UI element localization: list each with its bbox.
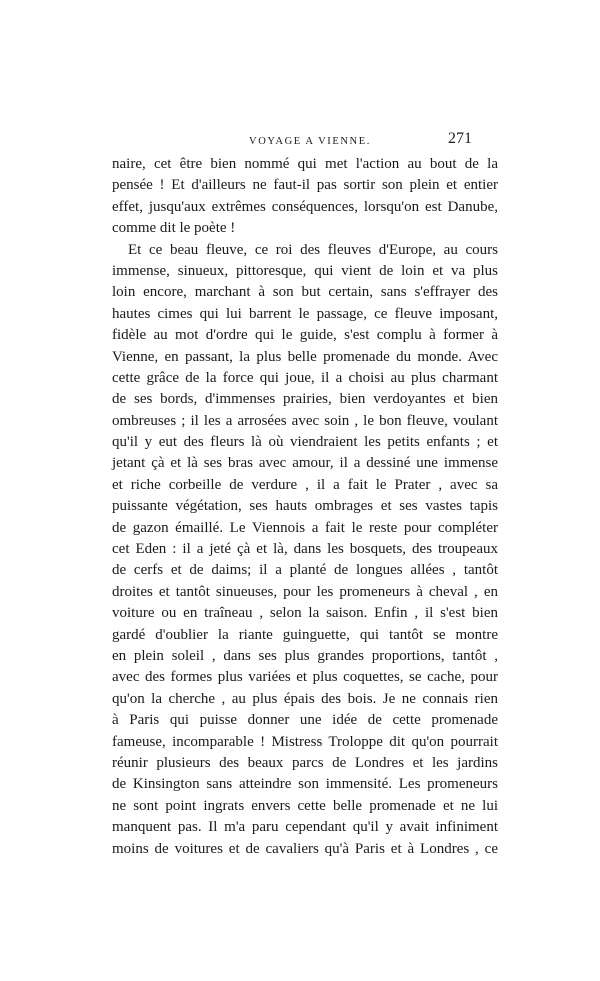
text-line: moins de voitures et de cavaliers qu'à Paris et à Londres , ce [112,840,498,857]
text-line: fameuse, incomparable ! Mistress Troloppe dit qu'on pourrait [112,733,498,750]
text-line: manquent pas. Il m'a paru cependant qu'il y avait infiniment [112,819,498,836]
text-line: cet Eden : il a jeté çà et là, dans les bosquets, des troupeaux [112,541,498,558]
text-line: ne sont point ingrats envers cette belle promenade et ne lui [112,797,498,814]
text-line: Vienne, en passant, la plus belle promenade du monde. Avec [112,348,498,365]
text-line: de Kinsington sans atteindre son immensité. Les promeneurs [112,776,498,793]
body-text [112,154,498,860]
text-line: effet, jusqu'aux extrêmes conséquences, lorsqu'on est Danube, [112,198,498,215]
text-line: droites et tantôt sinueuses, pour les promeneurs à cheval , en [112,583,498,600]
text-line: de gazon émaillé. Le Viennois a fait le reste pour compléter [112,519,498,536]
text-line: comme dit le poète ! [112,220,236,237]
text-line: et riche corbeille de verdure , il a fait le Prater , avec sa [112,476,498,493]
text-line: réunir plusieurs des beaux parcs de Londres et les jardins [112,754,498,771]
text-line: jetant çà et là ses bras avec amour, il a dessiné une immense [112,455,498,472]
text-line: de ses bords, d'immenses prairies, bien verdoyantes et bien [112,391,498,408]
text-line: cette grâce de la force qui joue, il a choisi au plus charmant [112,369,498,386]
text-line: loin encore, marchant à son but certain, sans s'effrayer des [112,284,498,301]
text-line: qu'il y eut des fleurs là où viendraient les petits enfants ; et [112,434,498,451]
text-line: fidèle au mot d'ordre qui le guide, s'est complu à former à [112,327,498,344]
text-line: en plein soleil , dans ses plus grandes proportions, tantôt , [112,647,498,664]
text-line: puissante végétation, ses hauts ombrages et ses vastes tapis [112,498,498,515]
text-line: à Paris qui puisse donner une idée de cette promenade [112,712,498,729]
text-line: avec des formes plus variées et plus coquettes, se cache, pour [112,669,498,686]
page-number: 271 [448,130,472,147]
text-line: ombreuses ; il les a arrosées avec soin , le bon fleuve, voulant [112,412,498,429]
text-line: Et ce beau fleuve, ce roi des fleuves d'Europe, au cours [128,241,498,258]
text-line: gardé d'oublier la riante guinguette, qui tantôt se montre [112,626,498,643]
text-line: hautes cimes qui lui barrent le passage, ce fleuve imposant, [112,305,498,322]
text-line: qu'on la cherche , au plus épais des bois. Je ne connais rien [112,690,498,707]
running-head: VOYAGE A VIENNE. [249,136,371,147]
text-line: de cerfs et de daims; il a planté de longues allées , tantôt [112,562,498,579]
text-line: naire, cet être bien nommé qui met l'action au bout de la [112,156,498,172]
text-line: immense, sinueux, pittoresque, qui vient de loin et va plus [112,262,498,279]
text-line: voiture ou en traîneau , selon la saison. Enfin , il s'est bien [112,605,498,622]
text-line: pensée ! Et d'ailleurs ne faut-il pas sortir son plein et entier [112,177,498,194]
